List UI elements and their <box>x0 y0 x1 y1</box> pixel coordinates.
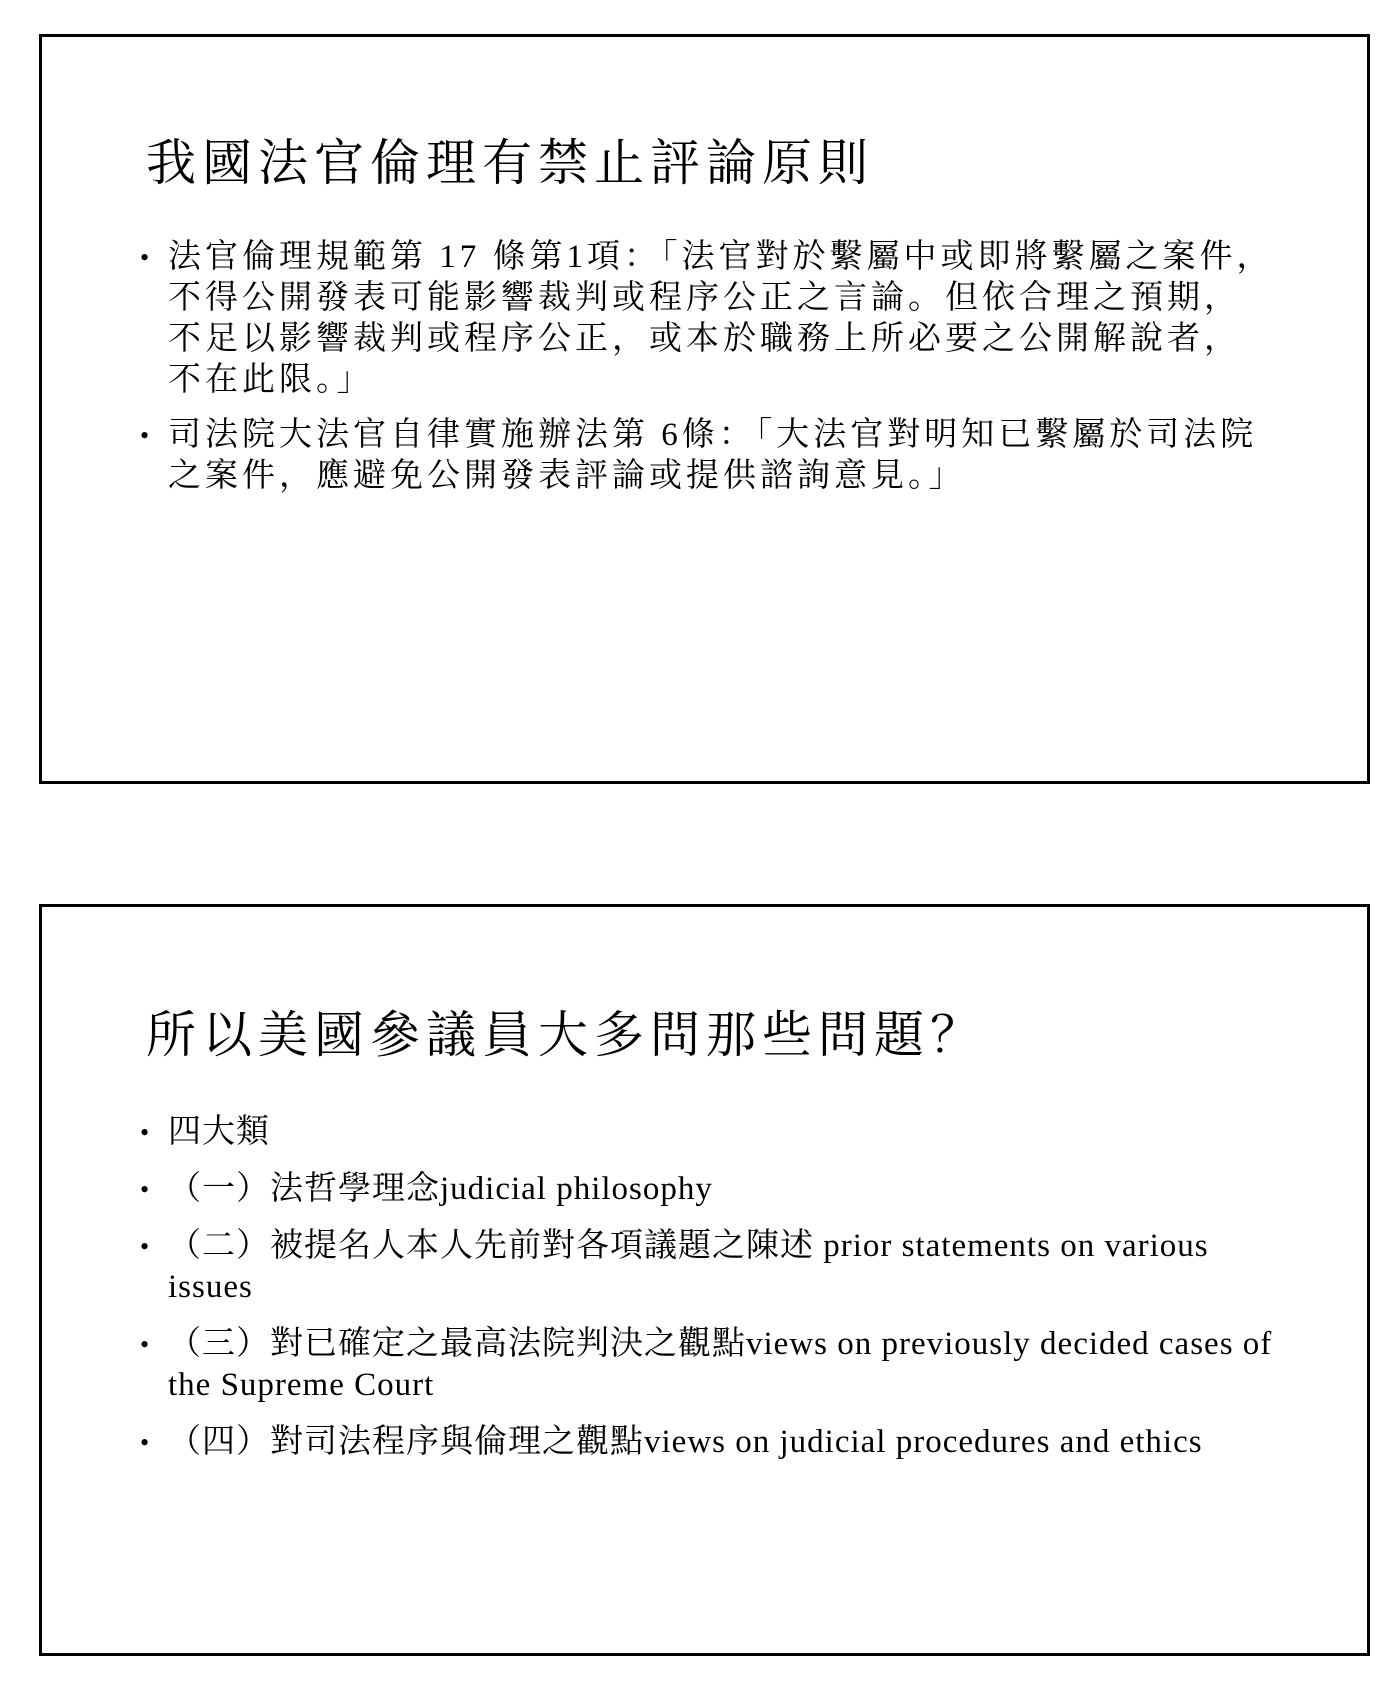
bullet-icon: • <box>140 1330 151 1359</box>
slide-1 <box>39 34 1370 784</box>
list-item: • （二）被提名人本人先前對各項議題之陳述 prior statements on various issues <box>140 1228 1209 1305</box>
bullet-icon: • <box>140 1428 151 1457</box>
list-item: • （三）對已確定之最高法院判決之觀點views on previously decided cases of the Supreme Court <box>140 1326 1273 1403</box>
list-item: • 四大類 <box>140 1112 1277 1153</box>
list-item: • 司法院大法官自律實施辦法第 6條：「大法官對明知已繫屬於司法院之案件，應避免公開發表評論或提供諮詢意見。」 <box>140 417 1258 494</box>
slide-title: 所以美國參議員大多問那些問題？ <box>146 1007 986 1063</box>
slide-title: 我國法官倫理有禁止評論原則 <box>146 135 874 191</box>
bullet-icon: • <box>140 1232 151 1261</box>
bullet-icon: • <box>140 421 154 450</box>
bullet-icon: • <box>140 243 154 272</box>
slide-2 <box>39 904 1370 1656</box>
bullet-icon: • <box>140 1175 151 1204</box>
bullet-icon: • <box>140 1118 151 1147</box>
list-item: • （四）對司法程序與倫理之觀點views on judicial procedures and ethics <box>140 1422 1277 1463</box>
bullet-list <box>140 237 1277 511</box>
list-item: • 法官倫理規範第 17 條第1項：「法官對於繫屬中或即將繫屬之案件，不得公開發表可能影響裁判或程序公正之言論。但依合理之預期，不足以影響裁判或程序公正，或本於職務上所必要之公開解說者，不在此限。」 <box>140 239 1274 398</box>
bullet-list <box>140 1112 1277 1479</box>
list-item: • （一）法哲學理念judicial philosophy <box>140 1169 1277 1210</box>
